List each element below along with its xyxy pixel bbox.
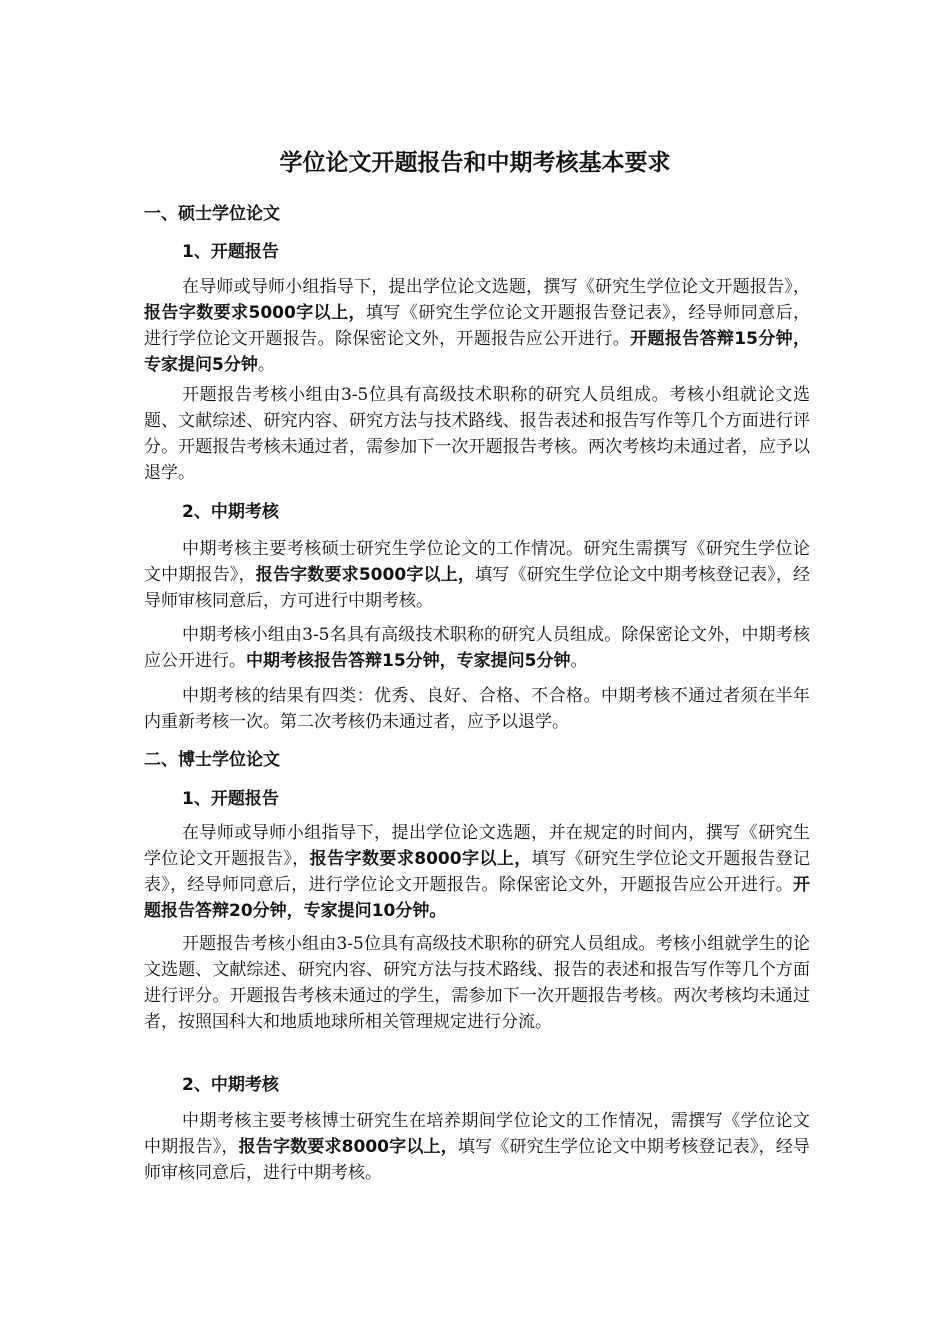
paragraph-text: 在导师或导师小组指导下，提出学位论文选题，撰写《研究生学位论文开题报告》， bbox=[182, 277, 810, 297]
paragraph-text: 填写《研究生学位论文开题报告登记表》，经导师同意后，进行学位论文开题报告。除保密论文外，开题报告应公开进行。 bbox=[144, 849, 810, 895]
section-heading-masters: 一、硕士学位论文 bbox=[144, 204, 280, 224]
bold-requirement: 中期考核报告答辩15分钟，专家提问5分钟 bbox=[246, 651, 571, 671]
paragraph-masters-proposal-1 bbox=[144, 274, 810, 378]
paragraph-text: 在导师或导师小组指导下，提出学位论文选题，并在规定的时间内，撰写《研究生学位论文开题报告》， bbox=[144, 823, 810, 869]
bold-requirement: 报告字数要求5000字以上， bbox=[144, 303, 366, 323]
paragraph-text: 填写《研究生学位论文中期考核登记表》，经导师审核同意后，方可进行中期考核。 bbox=[144, 565, 811, 611]
paragraph-text: 。 bbox=[257, 355, 275, 375]
paragraph-doctoral-proposal-1 bbox=[144, 820, 810, 924]
paragraph-text: 中期考核小组由3-5名具有高级技术职称的研究人员组成。除保密论文外，中期考核应公开进行。 bbox=[144, 625, 810, 671]
paragraph-doctoral-proposal-2: 开题报告考核小组由3-5位具有高级技术职称的研究人员组成。考核小组就学生的论文选题、文献综述、研究内容、研究方法与技术路线、报告的表述和报告写作等几个方面进行评分。开题报告考核未通过的学生，需参加下一次开题报告考核。两次考核均未通过者，按照国科大和地质地球所相关管理规定进行分流。 bbox=[144, 934, 810, 1032]
subsection-heading-doctoral-midterm: 2、中期考核 bbox=[182, 1075, 279, 1095]
paragraph-text: 中期考核主要考核博士研究生在培养期间学位论文的工作情况，需撰写《学位论文中期报告》， bbox=[144, 1111, 810, 1157]
bold-requirement: 报告字数要求8000字以上， bbox=[309, 849, 532, 869]
bold-requirement: 开题报告答辩15分钟，专家提问5分钟 bbox=[144, 329, 810, 375]
paragraph-doctoral-midterm-1 bbox=[144, 1108, 810, 1186]
paragraph-text: 。 bbox=[570, 651, 588, 671]
bold-requirement: 报告字数要求8000字以上， bbox=[238, 1137, 458, 1157]
paragraph-text: 中期考核主要考核硕士研究生学位论文的工作情况。研究生需撰写《研究生学位论文中期报告》， bbox=[144, 539, 810, 585]
paragraph-masters-proposal-2: 开题报告考核小组由3-5位具有高级技术职称的研究人员组成。考核小组就论文选题、文献综述、研究内容、研究方法与技术路线、报告表述和报告写作等几个方面进行评分。开题报告考核未通过者，需参加下一次开题报告考核。两次考核均未通过者，应予以退学。 bbox=[144, 385, 810, 483]
bold-requirement: 开题报告答辩20分钟，专家提问10分钟。 bbox=[144, 875, 810, 921]
subsection-heading-masters-proposal: 1、开题报告 bbox=[182, 242, 279, 262]
paragraph-text: 填写《研究生学位论文中期考核登记表》，经导师审核同意后，进行中期考核。 bbox=[144, 1137, 811, 1183]
subsection-heading-masters-midterm: 2、中期考核 bbox=[182, 502, 279, 522]
subsection-heading-doctoral-proposal: 1、开题报告 bbox=[182, 789, 279, 809]
section-heading-doctoral: 二、博士学位论文 bbox=[144, 750, 280, 770]
paragraph-masters-midterm-2 bbox=[144, 622, 810, 674]
bold-requirement: 报告字数要求5000字以上， bbox=[255, 565, 476, 585]
paragraph-masters-midterm-3: 中期考核的结果有四类：优秀、良好、合格、不合格。中期考核不通过者须在半年内重新考核一次。第二次考核仍未通过者，应予以退学。 bbox=[144, 686, 810, 732]
paragraph-text: 填写《研究生学位论文开题报告登记表》，经导师同意后，进行学位论文开题报告。除保密论文外，开题报告应公开进行。 bbox=[144, 303, 810, 349]
paragraph-masters-midterm-1 bbox=[144, 536, 810, 614]
document-title: 学位论文开题报告和中期考核基本要求 bbox=[279, 150, 671, 176]
